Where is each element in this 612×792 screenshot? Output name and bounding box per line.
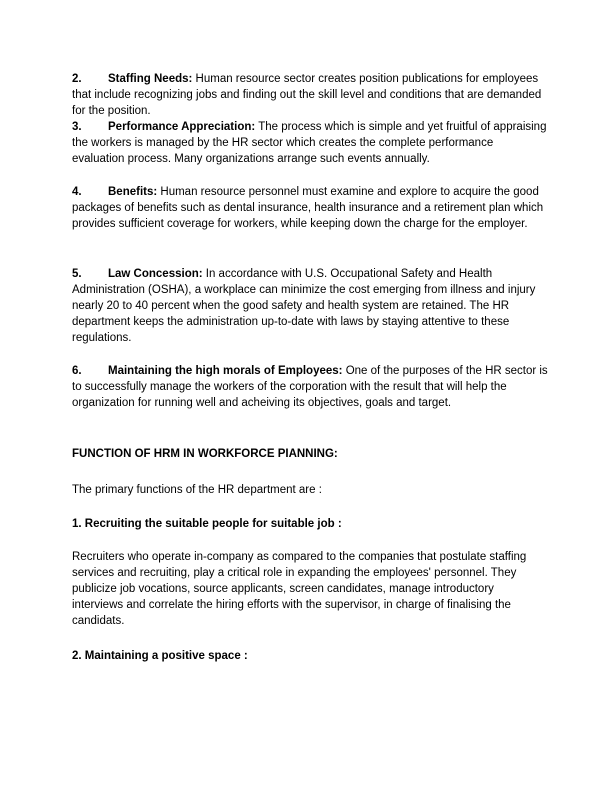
item-title: Law Concession: (108, 268, 203, 280)
item-title: Performance Appreciation: (108, 121, 256, 133)
list-item-high-morals (72, 363, 548, 411)
item-number: 6. (72, 365, 82, 377)
list-item-staffing-needs (72, 71, 548, 119)
item-text: Human resource sector creates position publications for employees that include recognizing jobs and finding out the skill level and conditions that are demanded for the position. (72, 73, 542, 117)
item-title: Staffing Needs: (108, 73, 193, 85)
recruiting-paragraph: Recruiters who operate in-company as compared to the companies that postulate staffing services and recruiting, play a critical role in expanding the employees' personnel. They publicize job vocations, source applicants, screen candidates, manage introductory interviews and correlate the hiring efforts with the supervisor, in charge of finalising the candidats. (72, 551, 527, 627)
list-item-performance-appreciation (72, 119, 548, 167)
item-number: 3. (72, 121, 82, 133)
section-heading: FUNCTION OF HRM IN WORKFORCE PIANNING: (72, 448, 338, 460)
item-text: Human resource personnel must examine and explore to acquire the good packages of benefits such as dental insurance, health insurance and a retirement plan which provides sufficient coverage for workers, while keeping down the charge for the employer. (72, 186, 544, 230)
intro-paragraph: The primary functions of the HR department are : (72, 484, 322, 496)
item-title: Benefits: (108, 186, 158, 198)
item-text: One of the purposes of the HR sector is to successfully manage the workers of the corporation with the result that will help the organization for running well and acheiving its objectives, goals and target. (72, 365, 548, 409)
item-text: In accordance with U.S. Occupational Safety and Health Administration (OSHA), a workplace can minimize the cost emerging from illness and injury nearly 20 to 40 percent when the good safety and health system are retained. The HR department keeps the administration up-to-date with laws by staying attentive to these regulations. (72, 268, 536, 344)
subheading-recruiting: 1. Recruiting the suitable people for suitable job : (72, 518, 342, 530)
item-number: 4. (72, 186, 82, 198)
item-text: The process which is simple and yet fruitful of appraising the workers is managed by the HR sector which creates the complete performance evaluation process. Many organizations arrange such events annually. (72, 121, 547, 165)
item-number: 5. (72, 268, 82, 280)
list-item-benefits (72, 184, 548, 232)
list-item-law-concession (72, 266, 548, 346)
item-title: Maintaining the high morals of Employees: (108, 365, 343, 377)
subheading-positive-space: 2. Maintaining a positive space : (72, 650, 248, 662)
item-number: 2. (72, 73, 82, 85)
